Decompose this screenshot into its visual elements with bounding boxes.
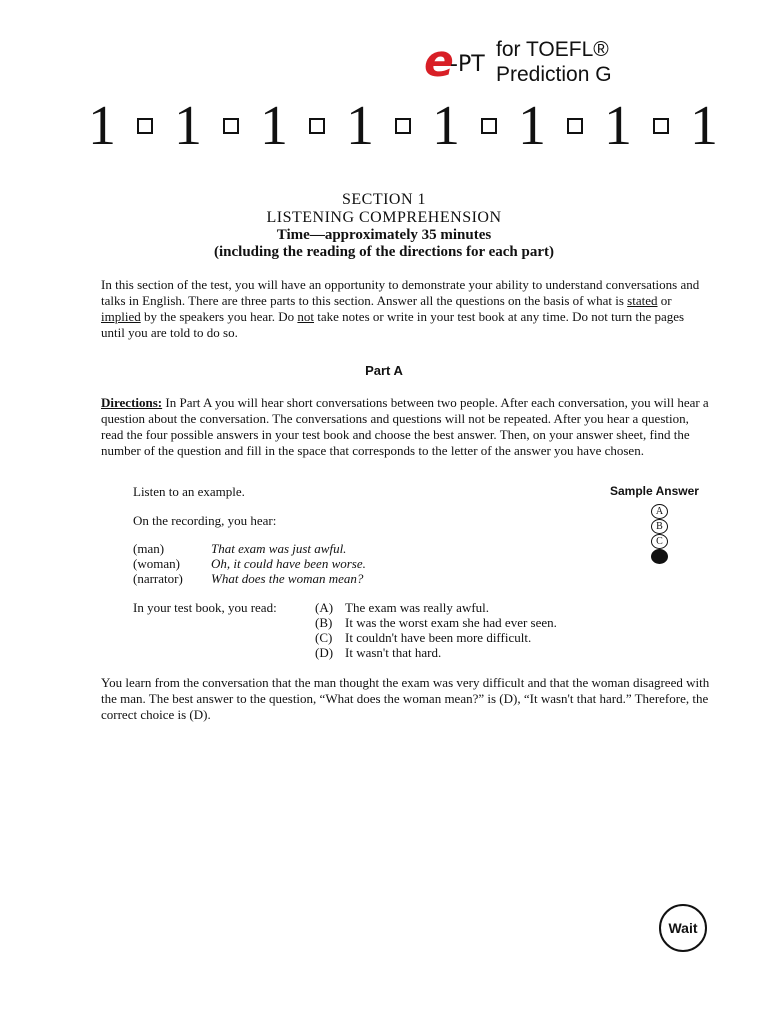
dialog-speaker: (narrator)	[133, 571, 183, 586]
dialog-text: That exam was just awful.	[211, 541, 347, 556]
section-digit: 1	[432, 95, 460, 157]
square-icon	[223, 118, 239, 134]
word-not: not	[297, 309, 315, 324]
dialog-text: What does the woman mean?	[211, 571, 364, 586]
directions-label: Directions:	[101, 395, 163, 410]
section-digit: 1	[260, 95, 288, 157]
section-digit: 1	[690, 95, 718, 157]
answer-bubble-c: C	[651, 534, 668, 549]
word-stated: stated	[627, 293, 658, 308]
section-name: LISTENING COMPREHENSION	[266, 209, 502, 226]
intro-text: take notes or write in your test book at any time. Do not turn the pages until you are told to do so.	[101, 309, 685, 340]
choice-letter: (A)	[315, 600, 334, 615]
word-implied: implied	[101, 309, 141, 324]
ept-logo	[424, 38, 664, 88]
part-a-title: Part A	[365, 363, 403, 378]
section-note: (including the reading of the directions for each part)	[214, 244, 554, 260]
answer-choice	[315, 630, 557, 645]
dialog-line	[133, 571, 366, 586]
directions-text: In Part A you will hear short conversations between two people. After each conversation, you will hear a question about the conversation. The conversations and questions will not be repeated. After you hear a question, read the four possible answers in your test book and choose the best answer. Then, on your answer sheet, find the number of the question and fill in the space that corresponds to the letter of the answer you have chosen.	[101, 395, 709, 458]
section-digit: 1	[346, 95, 374, 157]
sample-answer-bubbles	[651, 504, 671, 564]
dialog-line	[133, 556, 366, 571]
section-digit: 1	[518, 95, 546, 157]
directions-paragraph	[101, 395, 711, 459]
answer-choice	[315, 615, 557, 630]
choice-text: The exam was really awful.	[345, 600, 490, 615]
choice-letter: (C)	[315, 630, 333, 645]
logo-line-2: Prediction G	[496, 63, 612, 86]
listen-example-label: Listen to an example.	[133, 484, 245, 499]
dialog-text: Oh, it could have been worse.	[211, 556, 366, 571]
section-time: Time—approximately 35 minutes	[276, 227, 492, 243]
choice-text: It couldn't have been more difficult.	[345, 630, 532, 645]
intro-text: or	[657, 293, 672, 308]
dialog-speaker: (woman)	[133, 556, 180, 571]
answer-choices	[315, 600, 557, 660]
choice-letter: (D)	[315, 645, 334, 660]
section-number-row	[88, 96, 718, 156]
answer-choice	[315, 645, 557, 660]
section-digit: 1	[88, 95, 116, 157]
logo-line-1: for TOEFL®	[496, 38, 609, 61]
choice-letter: (B)	[315, 615, 333, 630]
sample-answer-label: Sample Answer	[610, 484, 699, 498]
intro-text: In this section of the test, you will have an opportunity to demonstrate your ability to understand conversations and talks in English. There are three parts to this section. Answer all the questions on the basis of what is	[101, 277, 700, 308]
logo-mark-e: e	[424, 36, 454, 87]
section-number: SECTION 1	[341, 191, 427, 208]
choice-text: It was the worst exam she had ever seen.	[345, 615, 557, 630]
on-recording-label: On the recording, you hear:	[133, 513, 277, 528]
section-digit: 1	[604, 95, 632, 157]
answer-bubble-a: A	[651, 504, 668, 519]
square-icon	[481, 118, 497, 134]
choice-text: It wasn't that hard.	[345, 645, 442, 660]
dialog-line	[133, 541, 366, 556]
explanation-paragraph: You learn from the conversation that the man thought the exam was very difficult and that the woman disagreed with the man. The best answer to the question, “What does the woman mean?” is (D), “It wasn't that hard.” Therefore, the correct choice is (D).	[101, 675, 710, 722]
example-dialog	[133, 541, 366, 586]
logo-mark-pt: -PT	[450, 52, 485, 77]
in-book-label: In your test book, you read:	[133, 600, 277, 615]
dialog-speaker: (man)	[133, 541, 165, 556]
square-icon	[395, 118, 411, 134]
answer-choice	[315, 600, 557, 615]
answer-bubble-d-filled: D	[651, 549, 668, 564]
intro-paragraph	[101, 277, 711, 341]
square-icon	[567, 118, 583, 134]
intro-text: by the speakers you hear. Do	[140, 309, 298, 324]
square-icon	[653, 118, 669, 134]
wait-badge: Wait	[659, 904, 707, 952]
answer-bubble-b: B	[651, 519, 668, 534]
square-icon	[309, 118, 325, 134]
section-digit: 1	[174, 95, 202, 157]
square-icon	[137, 118, 153, 134]
